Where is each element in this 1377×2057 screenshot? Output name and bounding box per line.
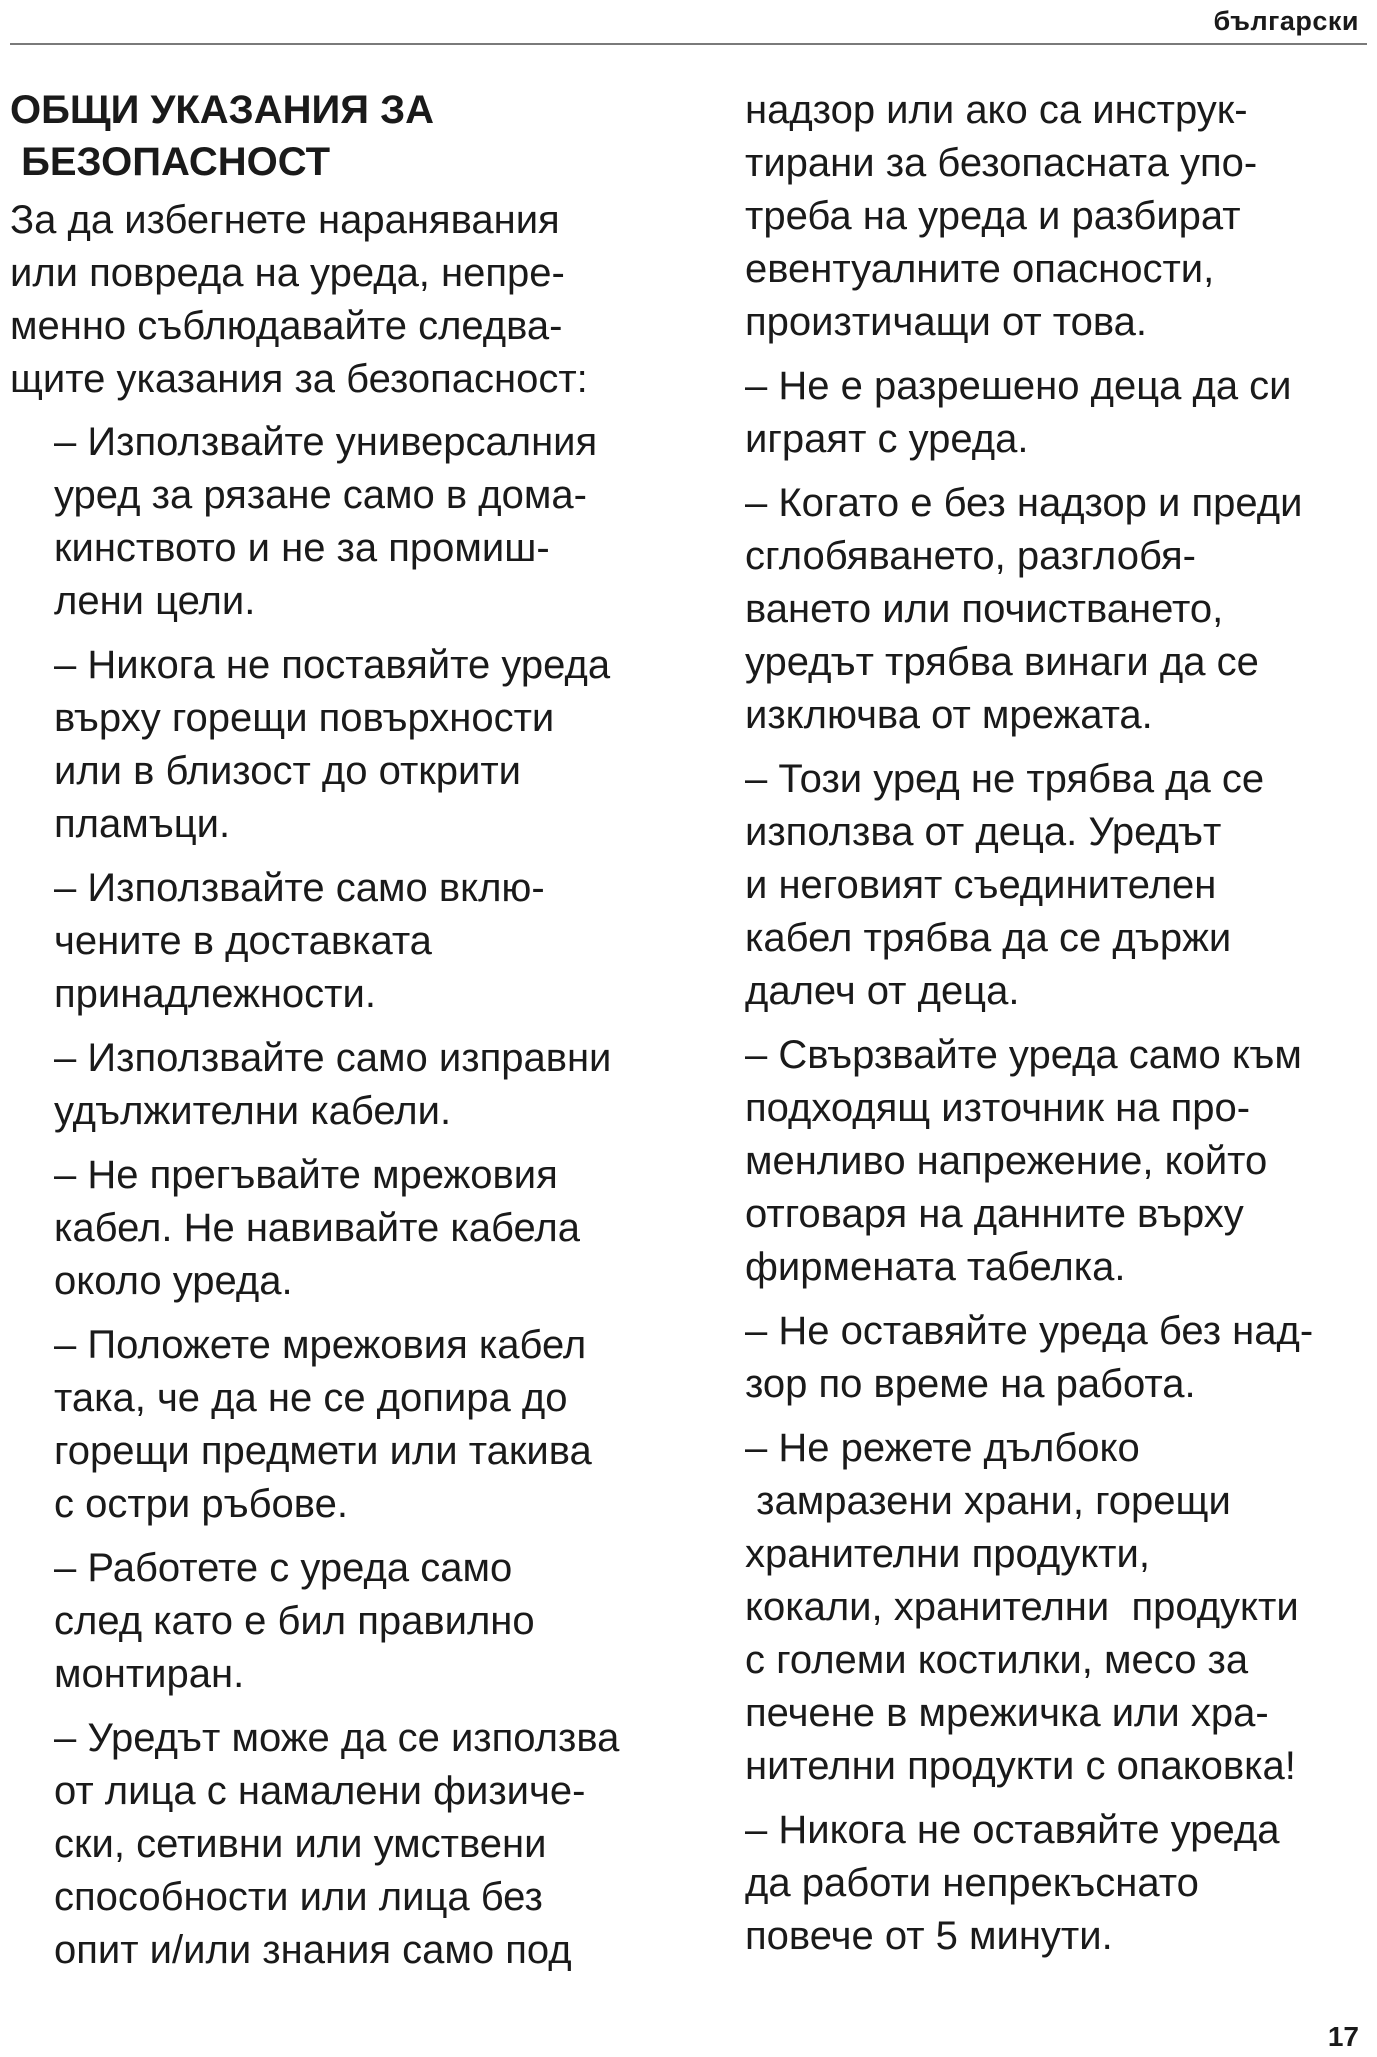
text-line: с остри ръбове.	[54, 1482, 348, 1526]
text-line: кокали, хранителни продукти	[745, 1585, 1299, 1629]
text-line: хранителни продукти,	[745, 1532, 1150, 1576]
text-line: – Не е разрешено деца да си	[745, 364, 1292, 408]
safety-item	[10, 1319, 690, 1531]
text-line: сглобяването, разглобя-	[745, 534, 1196, 578]
header-language: български	[1213, 6, 1359, 36]
safety-item	[745, 477, 1375, 742]
text-line: тирани за безопасната упо-	[745, 141, 1258, 185]
text-line: менливо напрежение, който	[745, 1139, 1268, 1183]
safety-item	[10, 862, 690, 1021]
section-heading	[10, 84, 690, 188]
text-line: уредът трябва винаги да се	[745, 640, 1259, 684]
safety-item	[10, 1149, 690, 1308]
text-line: и неговият съединителен	[745, 863, 1217, 907]
text-line: така, че да не се допира до	[54, 1376, 568, 1420]
left-column	[10, 84, 690, 1988]
text-line: кинството и не за промиш-	[54, 526, 550, 570]
text-line: изключва от мрежата.	[745, 693, 1153, 737]
text-line: пламъци.	[54, 802, 231, 846]
text-line: – Използвайте универсалния	[54, 420, 598, 464]
text-line: отговаря на данните върху	[745, 1192, 1244, 1236]
text-line: щите указания за безопасност:	[10, 357, 588, 401]
text-line: около уреда.	[54, 1259, 293, 1303]
text-line: надзор или ако са инструк-	[745, 88, 1248, 132]
text-line: уред за рязане само в дома-	[54, 473, 587, 517]
safety-item	[10, 639, 690, 851]
heading-line: ОБЩИ УКАЗАНИЯ ЗА	[10, 88, 435, 132]
text-line: или повреда на уреда, непре-	[10, 251, 565, 295]
text-line: използва от деца. Уредът	[745, 810, 1222, 854]
text-line: фирмената табелка.	[745, 1245, 1126, 1289]
text-line: – Не оставяйте уреда без над-	[745, 1309, 1314, 1353]
text-line: – Не режете дълбоко	[745, 1426, 1140, 1470]
text-line: върху горещи повърхности	[54, 696, 555, 740]
safety-item	[745, 1422, 1375, 1793]
text-line: да работи непрекъснато	[745, 1861, 1199, 1905]
text-line: кабел. Не навивайте кабела	[54, 1206, 580, 1250]
safety-item	[10, 1542, 690, 1701]
header-divider	[10, 43, 1367, 45]
text-line: повече от 5 минути.	[745, 1914, 1113, 1958]
text-line: монтиран.	[54, 1652, 245, 1696]
safety-item	[745, 1029, 1375, 1294]
right-column	[745, 84, 1375, 1974]
safety-item	[745, 360, 1375, 466]
text-line: ски, сетивни или умствени	[54, 1822, 547, 1866]
text-line: – Използвайте само вклю-	[54, 866, 545, 910]
text-line: – Този уред не трябва да се	[745, 757, 1265, 801]
text-line: – Използвайте само изправни	[54, 1036, 612, 1080]
text-line: играят с уреда.	[745, 417, 1029, 461]
text-line: – Никога не поставяйте уреда	[54, 643, 611, 687]
text-line: от лица с намалени физиче-	[54, 1769, 586, 1813]
text-line: – Уредът може да се използва	[54, 1716, 620, 1760]
text-line: – Свързвайте уреда само към	[745, 1033, 1302, 1077]
safety-item	[10, 1712, 690, 1977]
text-line: – Положете мрежовия кабел	[54, 1323, 587, 1367]
text-line: способности или лица без	[54, 1875, 543, 1919]
text-line: горещи предмети или такива	[54, 1429, 592, 1473]
text-line: евентуалните опасности,	[745, 247, 1215, 291]
text-line: лени цели.	[54, 579, 256, 623]
text-line: принадлежности.	[54, 972, 376, 1016]
heading-line: БЕЗОПАСНОСТ	[10, 140, 331, 184]
text-line: подходящ източник на про-	[745, 1086, 1251, 1130]
text-line: нителни продукти с опаковка!	[745, 1744, 1296, 1788]
text-line: кабел трябва да се държи	[745, 916, 1232, 960]
text-line: менно съблюдавайте следва-	[10, 304, 563, 348]
text-line: зор по време на работа.	[745, 1362, 1196, 1406]
text-line: опит и/или знания само под	[54, 1928, 572, 1972]
text-line: удължителни кабели.	[54, 1089, 452, 1133]
text-line: – Работете с уреда само	[54, 1546, 513, 1590]
text-line: след като е бил правилно	[54, 1599, 535, 1643]
safety-item	[745, 1804, 1375, 1963]
page-number: 17	[1327, 2021, 1359, 2052]
text-line: чените в доставката	[54, 919, 432, 963]
text-line: или в близост до открити	[54, 749, 522, 793]
text-line: За да избегнете наранявания	[10, 198, 560, 242]
continued-item	[745, 84, 1375, 349]
safety-item	[745, 753, 1375, 1018]
text-line: – Не прегъвайте мрежовия	[54, 1153, 558, 1197]
text-line: ването или почистването,	[745, 587, 1224, 631]
text-line: далеч от деца.	[745, 969, 1020, 1013]
safety-item	[745, 1305, 1375, 1411]
text-line: произтичащи от това.	[745, 300, 1148, 344]
text-line: – Никога не оставяйте уреда	[745, 1808, 1280, 1852]
text-line: с големи костилки, месо за	[745, 1638, 1249, 1682]
safety-item	[10, 1032, 690, 1138]
text-line: печене в мрежичка или хра-	[745, 1691, 1269, 1735]
text-line: треба на уреда и разбират	[745, 194, 1241, 238]
safety-item	[10, 416, 690, 628]
intro-paragraph	[10, 194, 690, 406]
text-line: – Когато е без надзор и преди	[745, 481, 1303, 525]
text-line: замразени храни, горещи	[745, 1479, 1231, 1523]
